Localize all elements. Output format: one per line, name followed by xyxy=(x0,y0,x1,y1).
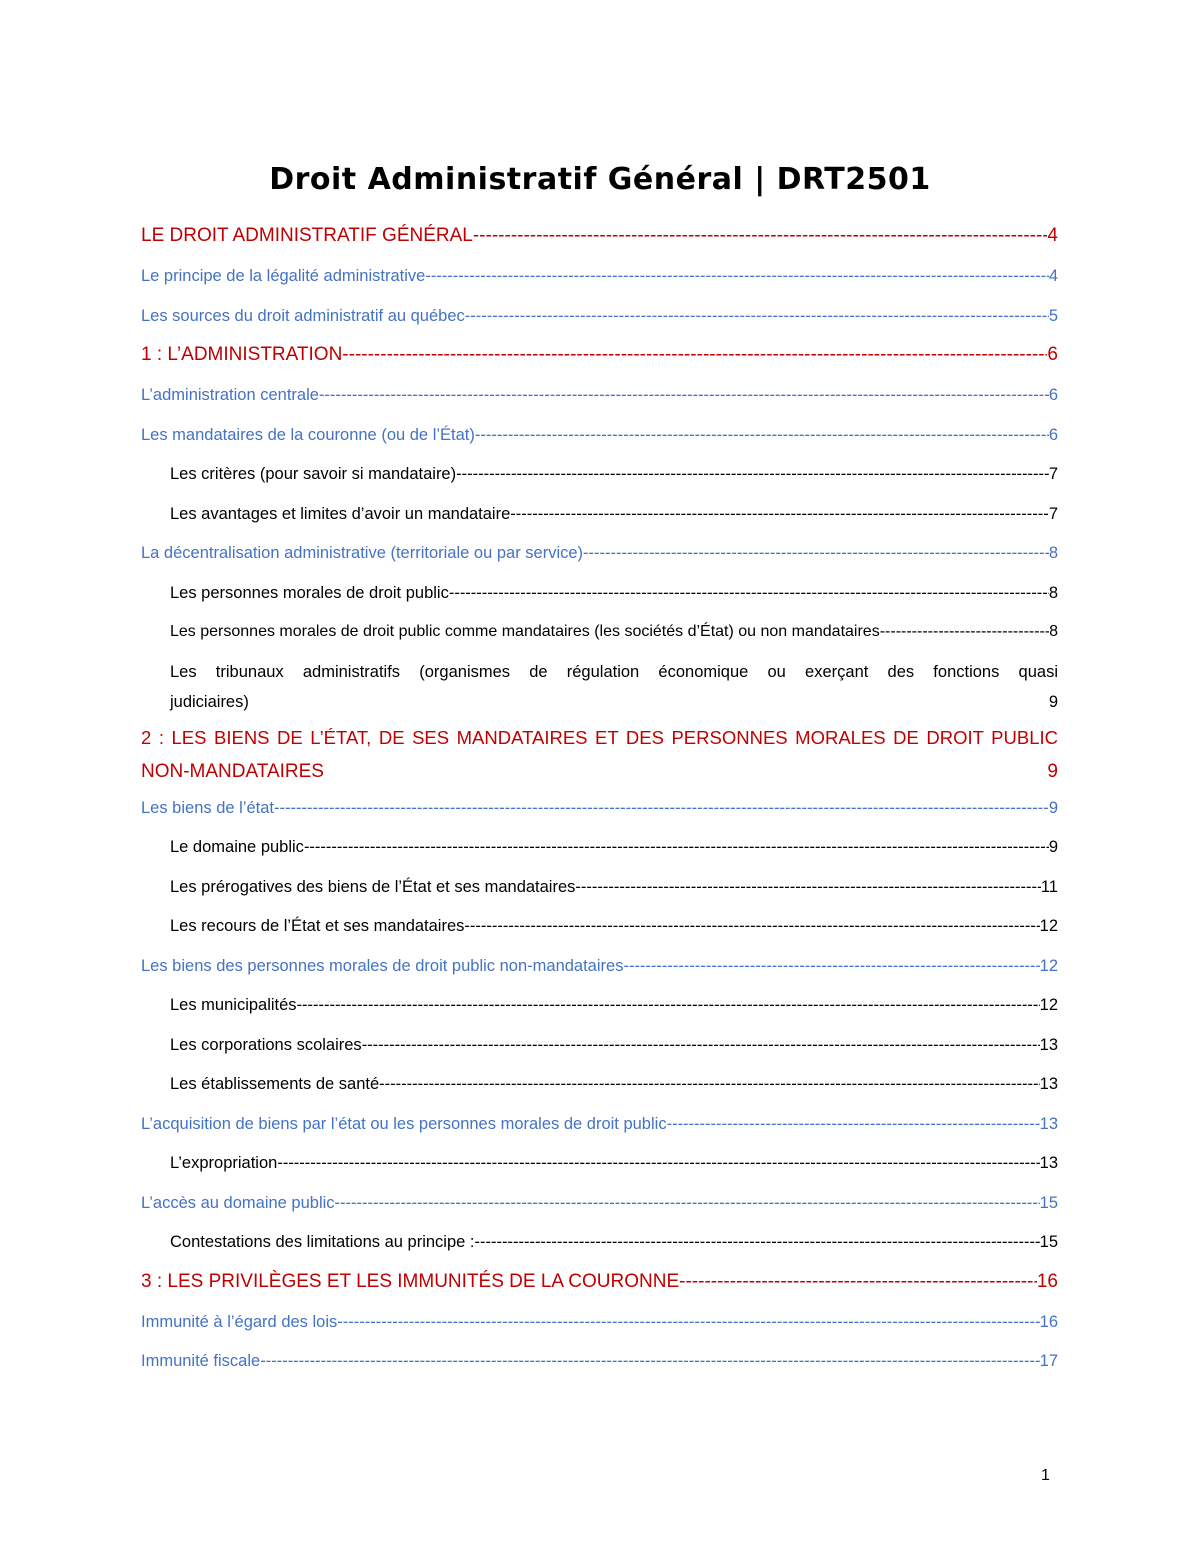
toc-page-number: 13 xyxy=(1039,1035,1058,1054)
toc-entry-text: Les établissements de santé xyxy=(170,1075,380,1094)
toc-entry-text: Les avantages et limites d’avoir un mandataire xyxy=(170,504,511,523)
toc-entry[interactable] xyxy=(141,829,1058,869)
toc-page-number: 16 xyxy=(1036,1270,1058,1292)
toc-entry[interactable] xyxy=(141,298,1058,338)
toc-entry-text: Immunité à l’égard des lois xyxy=(141,1312,338,1331)
toc-entry[interactable] xyxy=(141,535,1058,575)
toc-page-number: 11 xyxy=(1040,877,1058,896)
toc-page-number: 9 xyxy=(1047,760,1058,782)
toc-entry[interactable] xyxy=(141,1304,1058,1344)
toc-leader xyxy=(473,222,1048,247)
toc-leader xyxy=(260,1347,1039,1368)
toc-page-number: 15 xyxy=(1039,1193,1058,1212)
toc-entry-text: Le domaine public xyxy=(170,838,304,857)
toc-leader xyxy=(575,873,1040,894)
toc-leader xyxy=(456,460,1049,481)
toc-entry-text: Les personnes morales de droit public comme mandataires (les sociétés d’État) ou non mandataires xyxy=(170,623,880,640)
toc-page-number: 8 xyxy=(1048,583,1058,602)
toc-page-number: 12 xyxy=(1039,917,1058,936)
toc-entry-text: Les corporations scolaires xyxy=(170,1035,362,1054)
toc-entry-text: 2 : LES BIENS DE L’ÉTAT, DE SES MANDATAIRES ET DES PERSONNES MORALES DE DROIT PUBLIC xyxy=(141,726,1058,748)
toc-entry-text-continued: NON-MANDATAIRES xyxy=(141,760,324,782)
toc-page-number: 6 xyxy=(1048,386,1058,404)
toc-leader xyxy=(304,833,1049,854)
toc-leader xyxy=(335,1189,1040,1210)
toc-entry-text: Les biens des personnes morales de droit public non-mandataires xyxy=(141,956,624,975)
toc-entry-text: 3 : LES PRIVILÈGES ET LES IMMUNITÉS DE LA COURONNE xyxy=(141,1270,680,1292)
toc-page-number: 9 xyxy=(1048,692,1058,711)
toc-entry-text: Les municipalités xyxy=(170,996,297,1015)
toc-entry-text: L’accès au domaine public xyxy=(141,1193,335,1212)
toc-page-number: 9 xyxy=(1048,838,1058,857)
toc-entry[interactable] xyxy=(141,1145,1058,1185)
toc-leader xyxy=(465,302,1049,323)
table-of-contents xyxy=(141,218,1058,1383)
toc-entry-text: Le principe de la légalité administrative xyxy=(141,267,426,285)
toc-entry[interactable] xyxy=(141,1106,1058,1146)
toc-entry[interactable] xyxy=(141,908,1058,948)
toc-leader xyxy=(449,579,1049,600)
toc-entry[interactable] xyxy=(141,377,1058,417)
toc-entry-text: Les prérogatives des biens de l’État et ses mandataires xyxy=(170,877,576,896)
toc-entry[interactable] xyxy=(141,1066,1058,1106)
toc-leader xyxy=(362,1031,1040,1052)
toc-leader xyxy=(623,952,1039,973)
toc-entry-text: L’expropriation xyxy=(170,1154,278,1173)
toc-page-number: 7 xyxy=(1048,465,1058,483)
toc-leader xyxy=(379,1070,1040,1091)
toc-leader xyxy=(249,686,1047,707)
toc-entry[interactable] xyxy=(141,258,1058,298)
toc-leader xyxy=(583,539,1049,560)
toc-entry[interactable] xyxy=(141,456,1058,496)
toc-leader xyxy=(324,752,1047,777)
toc-entry[interactable] xyxy=(141,1343,1058,1383)
toc-entry-text: Les personnes morales de droit public xyxy=(170,583,449,602)
toc-leader xyxy=(274,794,1049,815)
toc-entry-text: 1 : L’ADMINISTRATION xyxy=(141,344,343,365)
toc-entry-text: Les critères (pour savoir si mandataire) xyxy=(170,465,457,483)
toc-page-number: 6 xyxy=(1047,344,1058,365)
toc-entry[interactable] xyxy=(141,575,1058,615)
toc-page-number: 4 xyxy=(1048,267,1058,285)
toc-entry-text: Immunité fiscale xyxy=(141,1352,261,1371)
toc-page-number: 15 xyxy=(1039,1233,1058,1252)
toc-entry-text: L’acquisition de biens par l’état ou les personnes morales de droit public xyxy=(141,1114,667,1133)
toc-page-number: 13 xyxy=(1039,1154,1058,1173)
toc-entry-text: Les biens de l’état xyxy=(141,798,275,817)
toc-entry-text: Les recours de l’État et ses mandataires xyxy=(170,917,465,936)
toc-page-number: 13 xyxy=(1039,1075,1058,1094)
toc-entry-text: Contestations des limitations au principe : xyxy=(170,1233,475,1252)
toc-leader xyxy=(277,1149,1039,1170)
toc-entry[interactable] xyxy=(141,417,1058,457)
toc-entry[interactable] xyxy=(141,1264,1058,1304)
toc-entry[interactable] xyxy=(141,790,1058,830)
toc-leader xyxy=(337,1308,1039,1329)
toc-page-number: 9 xyxy=(1048,798,1058,817)
toc-page-number: 16 xyxy=(1039,1312,1058,1331)
toc-page-number: 12 xyxy=(1039,956,1058,975)
toc-leader xyxy=(464,912,1039,933)
toc-leader xyxy=(425,262,1048,283)
toc-page-number: 6 xyxy=(1048,425,1058,444)
toc-leader xyxy=(510,500,1049,521)
toc-entry[interactable] xyxy=(141,1027,1058,1067)
toc-entry[interactable] xyxy=(141,496,1058,536)
toc-leader xyxy=(880,618,1049,639)
toc-leader xyxy=(342,341,1047,366)
page-number: 1 xyxy=(1041,1467,1050,1484)
toc-entry-text: Les tribunaux administratifs (organismes de régulation économique ou exerçant des fonctions quasi xyxy=(170,662,1058,681)
toc-leader xyxy=(679,1268,1037,1293)
toc-entry[interactable] xyxy=(141,869,1058,909)
toc-entry[interactable] xyxy=(141,948,1058,988)
toc-leader xyxy=(319,381,1049,402)
toc-entry-text-continued: judiciaires) xyxy=(170,692,249,711)
toc-page-number: 12 xyxy=(1039,996,1058,1015)
toc-entry-text: Les sources du droit administratif au québec xyxy=(141,306,465,325)
toc-leader xyxy=(297,991,1040,1012)
toc-leader xyxy=(475,1228,1040,1249)
toc-entry-text: LE DROIT ADMINISTRATIF GÉNÉRAL xyxy=(141,225,473,246)
toc-entry[interactable] xyxy=(141,654,1058,722)
toc-leader xyxy=(475,421,1049,442)
toc-page-number: 7 xyxy=(1048,504,1058,523)
toc-entry[interactable] xyxy=(141,337,1058,377)
toc-entry[interactable] xyxy=(141,987,1058,1027)
toc-page-number: 5 xyxy=(1048,306,1058,325)
toc-entry-text: L’administration centrale xyxy=(141,386,319,404)
toc-entry[interactable] xyxy=(141,218,1058,258)
toc-entry[interactable] xyxy=(141,1224,1058,1264)
toc-entry[interactable] xyxy=(141,1185,1058,1225)
toc-leader xyxy=(667,1110,1040,1131)
toc-page-number: 17 xyxy=(1039,1352,1058,1371)
document-title: Droit Administratif Général | DRT2501 xyxy=(269,162,931,197)
toc-page-number: 4 xyxy=(1047,225,1058,246)
toc-page-number: 13 xyxy=(1039,1114,1058,1133)
toc-entry-text: Les mandataires de la couronne (ou de l’État) xyxy=(141,425,475,444)
toc-entry-text: La décentralisation administrative (territoriale ou par service) xyxy=(141,544,584,562)
toc-page-number: 8 xyxy=(1049,623,1058,640)
toc-entry[interactable] xyxy=(141,722,1058,790)
toc-page-number: 8 xyxy=(1048,544,1058,562)
toc-entry[interactable] xyxy=(141,614,1058,654)
